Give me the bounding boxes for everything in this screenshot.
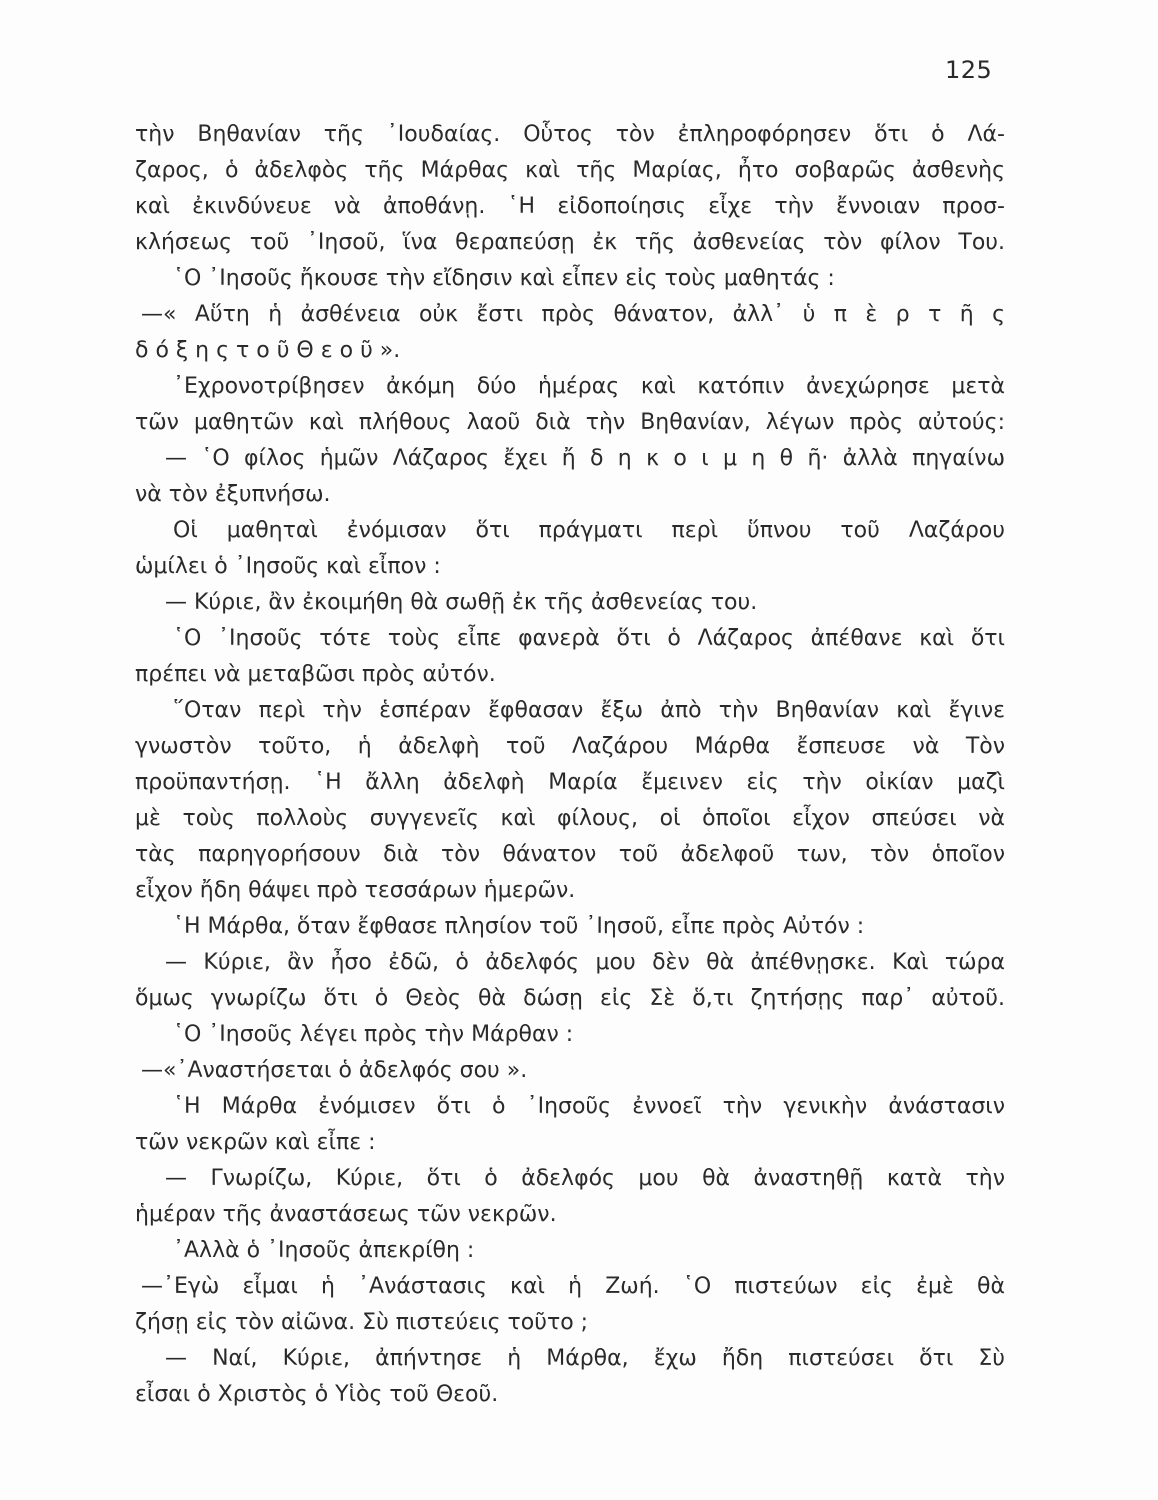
- text-line: — Κύριε, ἂν ἦσο ἐδῶ, ὁ ἀδελφός μου δὲν θὰ ἀπέθνῃσκε. Καὶ τώρα: [165, 950, 1005, 975]
- text-line: ῾Ο ᾿Ιησοῦς ἤκουσε τὴν εἴδησιν καὶ εἶπεν εἰς τοὺς μαθητάς :: [173, 266, 835, 291]
- text-line: πρέπει νὰ μεταβῶσι πρὸς αὐτόν.: [135, 662, 496, 687]
- text-line: ζήσῃ εἰς τὸν αἰῶνα. Σὺ πιστεύεις τοῦτο ;: [135, 1310, 589, 1335]
- text-line: —« Αὕτη ἡ ἀσθένεια οὐκ ἔστι πρὸς θάνατον, ἀλλ᾿ ὑ π ὲ ρ τ ῆ ς: [141, 302, 1005, 327]
- body-text: [135, 117, 1005, 1413]
- text-line: ζαρος, ὁ ἀδελφὸς τῆς Μάρθας καὶ τῆς Μαρίας, ἦτο σοβαρῶς ἀσθενὴς: [135, 158, 1005, 183]
- text-line: μὲ τοὺς πολλοὺς συγγενεῖς καὶ φίλους, οἱ ὁποῖοι εἶχον σπεύσει νὰ: [135, 806, 1005, 831]
- text-line: ῞Οταν περὶ τὴν ἑσπέραν ἔφθασαν ἔξω ἀπὸ τὴν Βηθανίαν καὶ ἔγινε: [173, 698, 1005, 723]
- text-line: τῶν νεκρῶν καὶ εἶπε :: [135, 1130, 376, 1155]
- text-line: γνωστὸν τοῦτο, ἡ ἀδελφὴ τοῦ Λαζάρου Μάρθα ἔσπευσε νὰ Τὸν: [135, 734, 1005, 759]
- text-line: ᾿Εχρονοτρίβησεν ἀκόμη δύο ἡμέρας καὶ κατόπιν ἀνεχώρησε μετὰ: [173, 374, 1005, 399]
- text-line: —᾿Εγὼ εἶμαι ἡ ᾿Ανάστασις καὶ ἡ Ζωή. ῾Ο πιστεύων εἰς ἐμὲ θὰ: [141, 1274, 1005, 1299]
- text-line: ἡμέραν τῆς ἀναστάσεως τῶν νεκρῶν.: [135, 1202, 557, 1227]
- text-line: ὅμως γνωρίζω ὅτι ὁ Θεὸς θὰ δώσῃ εἰς Σὲ ὅ,τι ζητήσῃς παρ᾿ αὐτοῦ.: [135, 986, 1005, 1011]
- text-line: τὰς παρηγορήσουν διὰ τὸν θάνατον τοῦ ἀδελφοῦ των, τὸν ὁποῖον: [135, 842, 1005, 867]
- text-line: εἶχον ἤδη θάψει πρὸ τεσσάρων ἡμερῶν.: [135, 878, 576, 903]
- text-line: Οἱ μαθηταὶ ἐνόμισαν ὅτι πράγματι περὶ ὕπνου τοῦ Λαζάρου: [173, 518, 1005, 543]
- text-line: τὴν Βηθανίαν τῆς ᾿Ιουδαίας. Οὗτος τὸν ἐπληροφόρησεν ὅτι ὁ Λά-: [135, 122, 1005, 147]
- text-line: ᾿Αλλὰ ὁ ᾿Ιησοῦς ἀπεκρίθη :: [173, 1238, 475, 1263]
- text-line: — Γνωρίζω, Κύριε, ὅτι ὁ ἀδελφός μου θὰ ἀναστηθῇ κατὰ τὴν: [165, 1166, 1005, 1191]
- text-line: — ῾Ο φίλος ἡμῶν Λάζαρος ἔχει ἤ δ η κ ο ι μ η θ ῆ· ἀλλὰ πηγαίνω: [165, 446, 1005, 471]
- text-line: ῾Ο ᾿Ιησοῦς τότε τοὺς εἶπε φανερὰ ὅτι ὁ Λάζαρος ἀπέθανε καὶ ὅτι: [173, 626, 1005, 651]
- text-line: τῶν μαθητῶν καὶ πλήθους λαοῦ διὰ τὴν Βηθανίαν, λέγων πρὸς αὐτούς:: [135, 410, 1005, 435]
- text-line: καὶ ἐκινδύνευε νὰ ἀποθάνῃ. ῾Η εἰδοποίησις εἶχε τὴν ἔννοιαν προσ-: [135, 194, 1005, 219]
- text-line: προϋπαντήσῃ. ῾Η ἄλλη ἀδελφὴ Μαρία ἔμεινεν εἰς τὴν οἰκίαν μαζὶ: [135, 770, 1005, 795]
- text-line: εἶσαι ὁ Χριστὸς ὁ Υἱὸς τοῦ Θεοῦ.: [135, 1382, 499, 1407]
- text-line: — Ναί, Κύριε, ἀπήντησε ἡ Μάρθα, ἔχω ἤδη πιστεύσει ὅτι Σὺ: [165, 1346, 1005, 1371]
- text-line: νὰ τὸν ἐξυπνήσω.: [135, 482, 331, 507]
- text-line: δ ό ξ η ς τ ο ῦ Θ ε ο ῦ ».: [135, 338, 401, 363]
- page-number: 125: [945, 56, 993, 84]
- text-line: κλήσεως τοῦ ᾿Ιησοῦ, ἵνα θεραπεύσῃ ἐκ τῆς ἀσθενείας τὸν φίλον Του.: [135, 230, 1005, 255]
- text-line: ῾Ο ᾿Ιησοῦς λέγει πρὸς τὴν Μάρθαν :: [173, 1022, 574, 1047]
- text-line: ὡμίλει ὁ ᾿Ιησοῦς καὶ εἶπον :: [135, 554, 441, 579]
- text-line: —«᾿Αναστήσεται ὁ ἀδελφός σου ».: [141, 1058, 528, 1083]
- text-line: ῾Η Μάρθα ἐνόμισεν ὅτι ὁ ᾿Ιησοῦς ἐννοεῖ τὴν γενικὴν ἀνάστασιν: [173, 1094, 1005, 1119]
- text-line: ῾Η Μάρθα, ὅταν ἔφθασε πλησίον τοῦ ᾿Ιησοῦ, εἶπε πρὸς Αὐτόν :: [173, 914, 865, 939]
- text-line: — Κύριε, ἂν ἐκοιμήθη θὰ σωθῇ ἐκ τῆς ἀσθενείας του.: [165, 590, 758, 615]
